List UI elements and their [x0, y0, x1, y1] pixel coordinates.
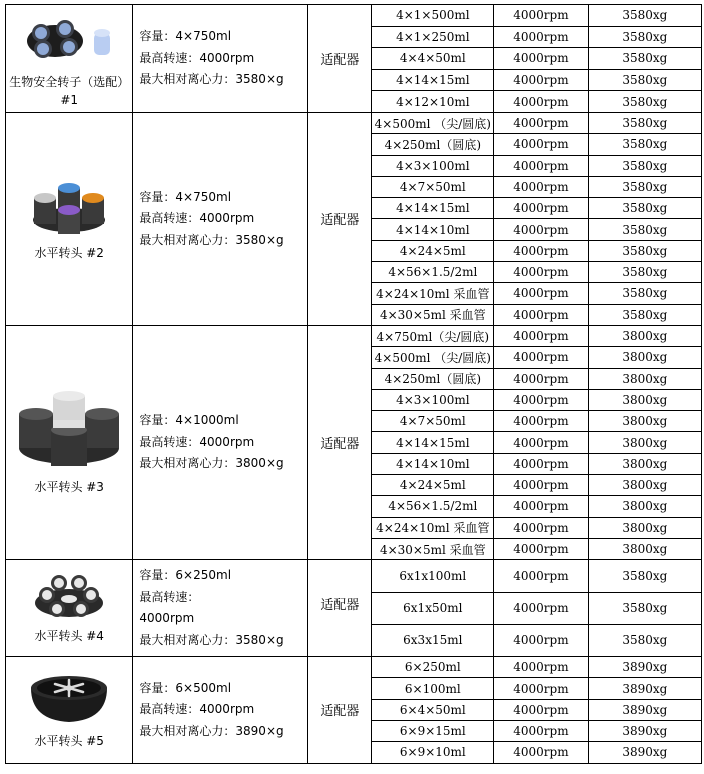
adapter-rcf: 3580xg	[588, 624, 701, 656]
adapter-rcf: 3580xg	[588, 112, 701, 133]
adapter-speed: 4000rpm	[494, 389, 588, 410]
rotor-spec-table	[5, 4, 702, 764]
spec-max-rcf: 最大相对离心力：3580×g	[139, 632, 284, 647]
spec-capacity: 容量：4×750ml	[139, 29, 232, 44]
rotor-caption: 生物安全转子（选配）#1	[9, 75, 130, 108]
rotor-image-cell	[6, 5, 133, 113]
adapter-rcf: 3580xg	[588, 48, 701, 70]
adapter-speed: 4000rpm	[494, 560, 588, 592]
adapter-spec: 6x3x15ml	[372, 624, 494, 656]
rotor-specs	[133, 325, 308, 559]
adapter-spec: 4×3×100ml	[372, 389, 494, 410]
spec-max-rcf: 最大相对离心力：3580×g	[139, 232, 284, 247]
adapter-label: 适配器	[308, 112, 372, 325]
adapter-label: 适配器	[308, 5, 372, 113]
adapter-rcf: 3800xg	[588, 517, 701, 538]
adapter-spec: 4×500ml （尖/圆底)	[372, 112, 494, 133]
adapter-rcf: 3800xg	[588, 411, 701, 432]
biosafety-rotor-image	[21, 7, 117, 67]
adapter-rcf: 3890xg	[588, 678, 701, 699]
table-row	[6, 560, 702, 592]
adapter-rcf: 3580xg	[588, 304, 701, 325]
adapter-rcf: 3890xg	[588, 657, 701, 678]
spec-capacity: 容量：4×1000ml	[139, 413, 239, 428]
spec-max-speed: 最高转速：4000rpm	[139, 50, 255, 65]
adapter-spec: 6×250ml	[372, 657, 494, 678]
adapter-speed: 4000rpm	[494, 624, 588, 656]
rotor-specs	[133, 657, 308, 763]
adapter-spec: 6×4×50ml	[372, 699, 494, 720]
adapter-rcf: 3580xg	[588, 69, 701, 91]
adapter-speed: 4000rpm	[494, 283, 588, 304]
adapter-speed: 4000rpm	[494, 453, 588, 474]
adapter-speed: 4000rpm	[494, 240, 588, 261]
rotor-specs	[133, 560, 308, 657]
adapter-speed: 4000rpm	[494, 5, 588, 27]
swing-rotor-image	[24, 176, 114, 238]
adapter-speed: 4000rpm	[494, 432, 588, 453]
adapter-rcf: 3580xg	[588, 5, 701, 27]
adapter-spec: 4×24×5ml	[372, 475, 494, 496]
adapter-spec: 4×12×10ml	[372, 91, 494, 113]
rotor-image-cell	[6, 112, 133, 325]
rotor-image-cell	[6, 657, 133, 763]
rotor-caption: 水平转头 #3	[34, 479, 104, 494]
adapter-spec: 6x1x100ml	[372, 560, 494, 592]
adapter-rcf: 3800xg	[588, 325, 701, 346]
adapter-speed: 4000rpm	[494, 91, 588, 113]
spec-capacity: 容量：4×750ml	[139, 189, 232, 204]
adapter-speed: 4000rpm	[494, 304, 588, 325]
adapter-spec: 4×30×5ml 采血管	[372, 304, 494, 325]
adapter-spec: 4×14×15ml	[372, 432, 494, 453]
adapter-spec: 4×14×10ml	[372, 453, 494, 474]
adapter-speed: 4000rpm	[494, 411, 588, 432]
adapter-spec: 6×100ml	[372, 678, 494, 699]
adapter-spec: 4×14×15ml	[372, 198, 494, 219]
rotor-caption: 水平转头 #5	[34, 733, 104, 748]
adapter-spec: 6×9×15ml	[372, 720, 494, 741]
adapter-speed: 4000rpm	[494, 538, 588, 559]
adapter-spec: 4×30×5ml 采血管	[372, 538, 494, 559]
adapter-spec: 4×14×10ml	[372, 219, 494, 240]
adapter-rcf: 3800xg	[588, 496, 701, 517]
rotor-caption: 水平转头 #2	[34, 245, 104, 260]
adapter-speed: 4000rpm	[494, 134, 588, 155]
adapter-rcf: 3580xg	[588, 134, 701, 155]
adapter-speed: 4000rpm	[494, 517, 588, 538]
adapter-rcf: 3890xg	[588, 699, 701, 720]
adapter-speed: 4000rpm	[494, 347, 588, 368]
adapter-rcf: 3580xg	[588, 283, 701, 304]
adapter-speed: 4000rpm	[494, 368, 588, 389]
adapter-spec: 6×9×10ml	[372, 742, 494, 763]
spec-max-speed: 最高转速：4000rpm	[139, 434, 255, 449]
adapter-spec: 4×1×250ml	[372, 26, 494, 48]
rotor-caption: 水平转头 #4	[34, 629, 104, 644]
adapter-rcf: 3800xg	[588, 389, 701, 410]
adapter-speed: 4000rpm	[494, 219, 588, 240]
spec-max-rcf: 最大相对离心力：3890×g	[139, 723, 284, 738]
adapter-rcf: 3800xg	[588, 432, 701, 453]
spec-max-rcf: 最大相对离心力：3580×g	[139, 72, 284, 87]
table-row	[6, 657, 702, 678]
adapter-spec: 4×250ml（圆底)	[372, 134, 494, 155]
adapter-spec: 4×750ml（尖/圆底)	[372, 325, 494, 346]
adapter-speed: 4000rpm	[494, 496, 588, 517]
adapter-speed: 4000rpm	[494, 657, 588, 678]
adapter-speed: 4000rpm	[494, 48, 588, 70]
bowl-rotor-image	[27, 670, 111, 726]
rotor-specs	[133, 5, 308, 113]
adapter-spec: 4×24×10ml 采血管	[372, 283, 494, 304]
adapter-spec: 4×56×1.5/2ml	[372, 496, 494, 517]
adapter-spec: 4×24×5ml	[372, 240, 494, 261]
adapter-spec: 4×1×500ml	[372, 5, 494, 27]
adapter-spec: 4×56×1.5/2ml	[372, 262, 494, 283]
adapter-label: 适配器	[308, 560, 372, 657]
rotor-image-cell	[6, 560, 133, 657]
spec-max-speed: 最高转速：	[139, 589, 200, 604]
adapter-speed: 4000rpm	[494, 26, 588, 48]
adapter-speed: 4000rpm	[494, 720, 588, 741]
adapter-spec: 4×24×10ml 采血管	[372, 517, 494, 538]
adapter-rcf: 3580xg	[588, 219, 701, 240]
adapter-rcf: 3800xg	[588, 347, 701, 368]
adapter-spec: 4×3×100ml	[372, 155, 494, 176]
spec-max-speed: 最高转速：4000rpm	[139, 211, 255, 226]
adapter-spec: 4×4×50ml	[372, 48, 494, 70]
rotor-specs	[133, 112, 308, 325]
adapter-speed: 4000rpm	[494, 699, 588, 720]
adapter-speed: 4000rpm	[494, 112, 588, 133]
adapter-rcf: 3580xg	[588, 560, 701, 592]
adapter-speed: 4000rpm	[494, 742, 588, 763]
adapter-rcf: 3580xg	[588, 91, 701, 113]
adapter-rcf: 3580xg	[588, 262, 701, 283]
adapter-rcf: 3580xg	[588, 240, 701, 261]
adapter-rcf: 3800xg	[588, 368, 701, 389]
spec-max-speed: 最高转速：4000rpm	[139, 702, 255, 717]
table-row	[6, 5, 702, 27]
adapter-spec: 4×500ml （尖/圆底)	[372, 347, 494, 368]
adapter-label: 适配器	[308, 657, 372, 763]
spec-capacity: 容量：6×250ml	[139, 568, 232, 583]
adapter-spec: 4×14×15ml	[372, 69, 494, 91]
adapter-speed: 4000rpm	[494, 69, 588, 91]
adapter-speed: 4000rpm	[494, 176, 588, 197]
adapter-speed: 4000rpm	[494, 325, 588, 346]
adapter-rcf: 3890xg	[588, 720, 701, 741]
adapter-label: 适配器	[308, 325, 372, 559]
adapter-rcf: 3800xg	[588, 538, 701, 559]
adapter-rcf: 3580xg	[588, 155, 701, 176]
adapter-spec: 6x1x50ml	[372, 592, 494, 624]
adapter-rcf: 3580xg	[588, 176, 701, 197]
adapter-spec: 4×7×50ml	[372, 176, 494, 197]
adapter-rcf: 3580xg	[588, 26, 701, 48]
adapter-speed: 4000rpm	[494, 678, 588, 699]
spec-max-speed-value: 4000rpm	[139, 611, 195, 626]
six-place-rotor-image	[31, 571, 107, 621]
adapter-rcf: 3580xg	[588, 198, 701, 219]
adapter-speed: 4000rpm	[494, 262, 588, 283]
adapter-speed: 4000rpm	[494, 475, 588, 496]
swing-rotor-large-image	[13, 390, 125, 472]
adapter-speed: 4000rpm	[494, 155, 588, 176]
spec-capacity: 容量：6×500ml	[139, 680, 232, 695]
rotor-image-cell	[6, 325, 133, 559]
adapter-speed: 4000rpm	[494, 592, 588, 624]
adapter-speed: 4000rpm	[494, 198, 588, 219]
adapter-rcf: 3800xg	[588, 453, 701, 474]
spec-max-rcf: 最大相对离心力：3800×g	[139, 456, 284, 471]
adapter-rcf: 3800xg	[588, 475, 701, 496]
adapter-spec: 4×7×50ml	[372, 411, 494, 432]
adapter-rcf: 3890xg	[588, 742, 701, 763]
table-row	[6, 112, 702, 133]
adapter-spec: 4×250ml（圆底)	[372, 368, 494, 389]
table-row	[6, 325, 702, 346]
adapter-rcf: 3580xg	[588, 592, 701, 624]
